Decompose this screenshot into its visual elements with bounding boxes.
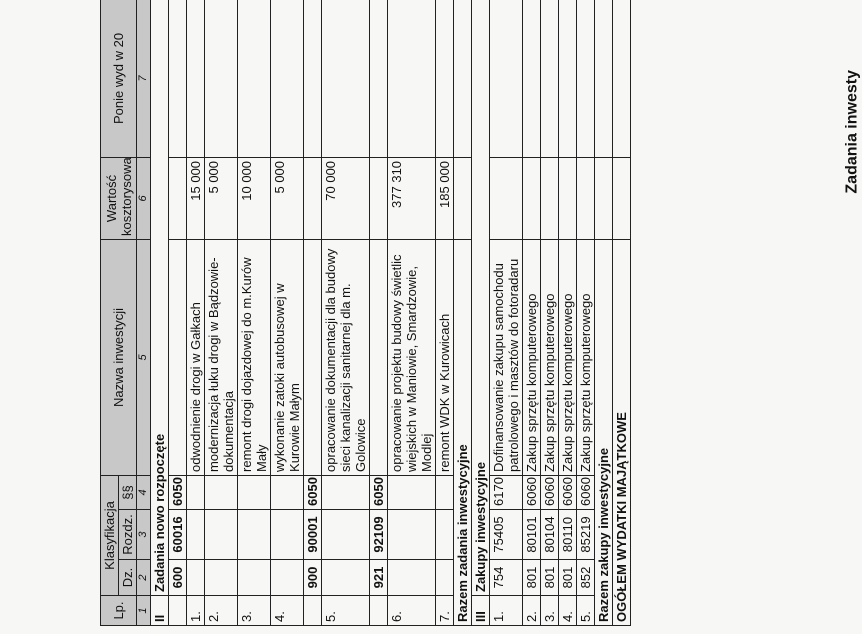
- value-cell: 5 000: [271, 157, 304, 239]
- header-dz: Dz.: [119, 560, 137, 596]
- group-row: [370, 0, 388, 626]
- rozdz-cell: 80110: [559, 510, 577, 560]
- value-cell: [490, 157, 523, 239]
- ss-cell: 6050: [169, 475, 187, 509]
- section-title: Zadania nowo rozpoczęte: [151, 0, 169, 596]
- value-cell: [559, 157, 577, 239]
- ss-cell: 6060: [559, 475, 577, 509]
- col-num: 2: [137, 560, 151, 596]
- name-cell: Zakup sprzętu komputerowego: [577, 239, 595, 475]
- header-rozdz: Rozdz.: [119, 510, 137, 560]
- name-cell: Zakup sprzętu komputerowego: [559, 239, 577, 475]
- ss-cell: 6060: [541, 475, 559, 509]
- grand-total-label: OGÓŁEM WYDATKI MAJĄTKOWE: [613, 239, 631, 625]
- value-cell: 185 000: [436, 157, 454, 239]
- group-row: [304, 0, 322, 626]
- header-klasyfikacja: Klasyfikacja: [101, 475, 119, 595]
- ss-cell: 6050: [304, 475, 322, 509]
- value-cell: [523, 157, 541, 239]
- lp-cell: 5.: [577, 596, 595, 626]
- subtotal-label: Razem zakupy inwestycyjne: [595, 239, 613, 625]
- dz-cell: 852: [577, 560, 595, 596]
- table-row: [559, 0, 577, 626]
- header-poniesione: Ponie wyd w 20: [101, 0, 137, 157]
- col-num: 3: [137, 510, 151, 560]
- rozdz-cell: 80101: [523, 510, 541, 560]
- dz-cell: 801: [541, 560, 559, 596]
- rozdz-cell: 60016: [169, 510, 187, 560]
- value-cell: 70 000: [322, 157, 370, 239]
- section-header: [472, 0, 490, 626]
- value-cell: 377 310: [388, 157, 436, 239]
- name-cell: opracowanie dokumentacji dla budowy sieci kanalizacji sanitarnej dla m. Golowice: [322, 239, 370, 475]
- table-row: [388, 0, 436, 626]
- section-lp: III: [472, 596, 490, 626]
- group-row: [169, 0, 187, 626]
- lp-cell: 2.: [523, 596, 541, 626]
- dz-cell: 801: [523, 560, 541, 596]
- header-row: [101, 0, 119, 626]
- lp-cell: 4.: [559, 596, 577, 626]
- name-cell: modernizacja łuku drogi w Bądzowie-dokumentacja: [205, 239, 238, 475]
- table-row: [205, 0, 238, 626]
- name-cell: remont WDK w Kurowicach: [436, 239, 454, 475]
- page-title: Zadania inwesty: [844, 70, 861, 194]
- lp-cell: 1.: [490, 596, 523, 626]
- ss-cell: 6060: [577, 475, 595, 509]
- section-header: [151, 0, 169, 626]
- lp-cell: 2.: [205, 596, 238, 626]
- subtotal-row: [595, 0, 613, 626]
- rozdz-cell: 80104: [541, 510, 559, 560]
- dz-cell: 921: [370, 560, 388, 596]
- value-cell: 15 000: [187, 157, 205, 239]
- table-row: [271, 0, 304, 626]
- col-num: 7: [137, 0, 151, 157]
- table-row: [490, 0, 523, 626]
- table-row: [187, 0, 205, 626]
- name-cell: Dofinansowanie zakupu samochodu patrolowego i masztów do fotoradaru: [490, 239, 523, 475]
- header-wartosc: Wartość kosztorysowa: [101, 157, 137, 239]
- rozdz-cell: 85219: [577, 510, 595, 560]
- ss-cell: 6060: [523, 475, 541, 509]
- col-num: 5: [137, 239, 151, 475]
- col-num: 1: [137, 596, 151, 626]
- name-cell: Zakup sprzętu komputerowego: [523, 239, 541, 475]
- name-cell: odwodnienie drogi w Gałkach: [187, 239, 205, 475]
- table-row: [541, 0, 559, 626]
- rozdz-cell: 92109: [370, 510, 388, 560]
- dz-cell: 754: [490, 560, 523, 596]
- investment-table: [100, 0, 631, 626]
- subtotal-row: [454, 0, 472, 626]
- lp-cell: 6.: [388, 596, 436, 626]
- rozdz-cell: 75405: [490, 510, 523, 560]
- lp-cell: 7.: [436, 596, 454, 626]
- section-title: Zakupy inwestycyjne: [472, 0, 490, 596]
- table-row: [577, 0, 595, 626]
- table-row: [322, 0, 370, 626]
- value-cell: 5 000: [205, 157, 238, 239]
- header-nazwa: Nazwa inwestycji: [101, 239, 137, 475]
- value-cell: [541, 157, 559, 239]
- lp-cell: 5.: [322, 596, 370, 626]
- name-cell: wykonanie zatoki autobusowej w Kurowie Małym: [271, 239, 304, 475]
- header-ss: §§: [119, 475, 137, 509]
- header-lp: Lp.: [101, 596, 137, 626]
- lp-cell: 3.: [541, 596, 559, 626]
- lp-cell: 1.: [187, 596, 205, 626]
- ss-cell: 6170: [490, 475, 523, 509]
- name-cell: opracowanie projektu budowy świetlic wiejskich w Maniowie, Smardzowie, Modlej: [388, 239, 436, 475]
- value-cell: 10 000: [238, 157, 271, 239]
- table-row: [523, 0, 541, 626]
- col-num: 6: [137, 157, 151, 239]
- subtotal-label: Razem zadania inwestycyjne: [454, 239, 472, 625]
- dz-cell: 600: [169, 560, 187, 596]
- section-lp: II: [151, 596, 169, 626]
- name-cell: remont drogi dojazdowej do m.Kurów Mały: [238, 239, 271, 475]
- rozdz-cell: 90001: [304, 510, 322, 560]
- table-row: [436, 0, 454, 626]
- value-cell: [577, 157, 595, 239]
- col-num: 4: [137, 475, 151, 509]
- name-cell: Zakup sprzętu komputerowego: [541, 239, 559, 475]
- column-number-row: [137, 0, 151, 626]
- ss-cell: 6050: [370, 475, 388, 509]
- dz-cell: 900: [304, 560, 322, 596]
- dz-cell: 801: [559, 560, 577, 596]
- table-row: [238, 0, 271, 626]
- grand-total-row: [613, 0, 631, 626]
- lp-cell: 3.: [238, 596, 271, 626]
- lp-cell: 4.: [271, 596, 304, 626]
